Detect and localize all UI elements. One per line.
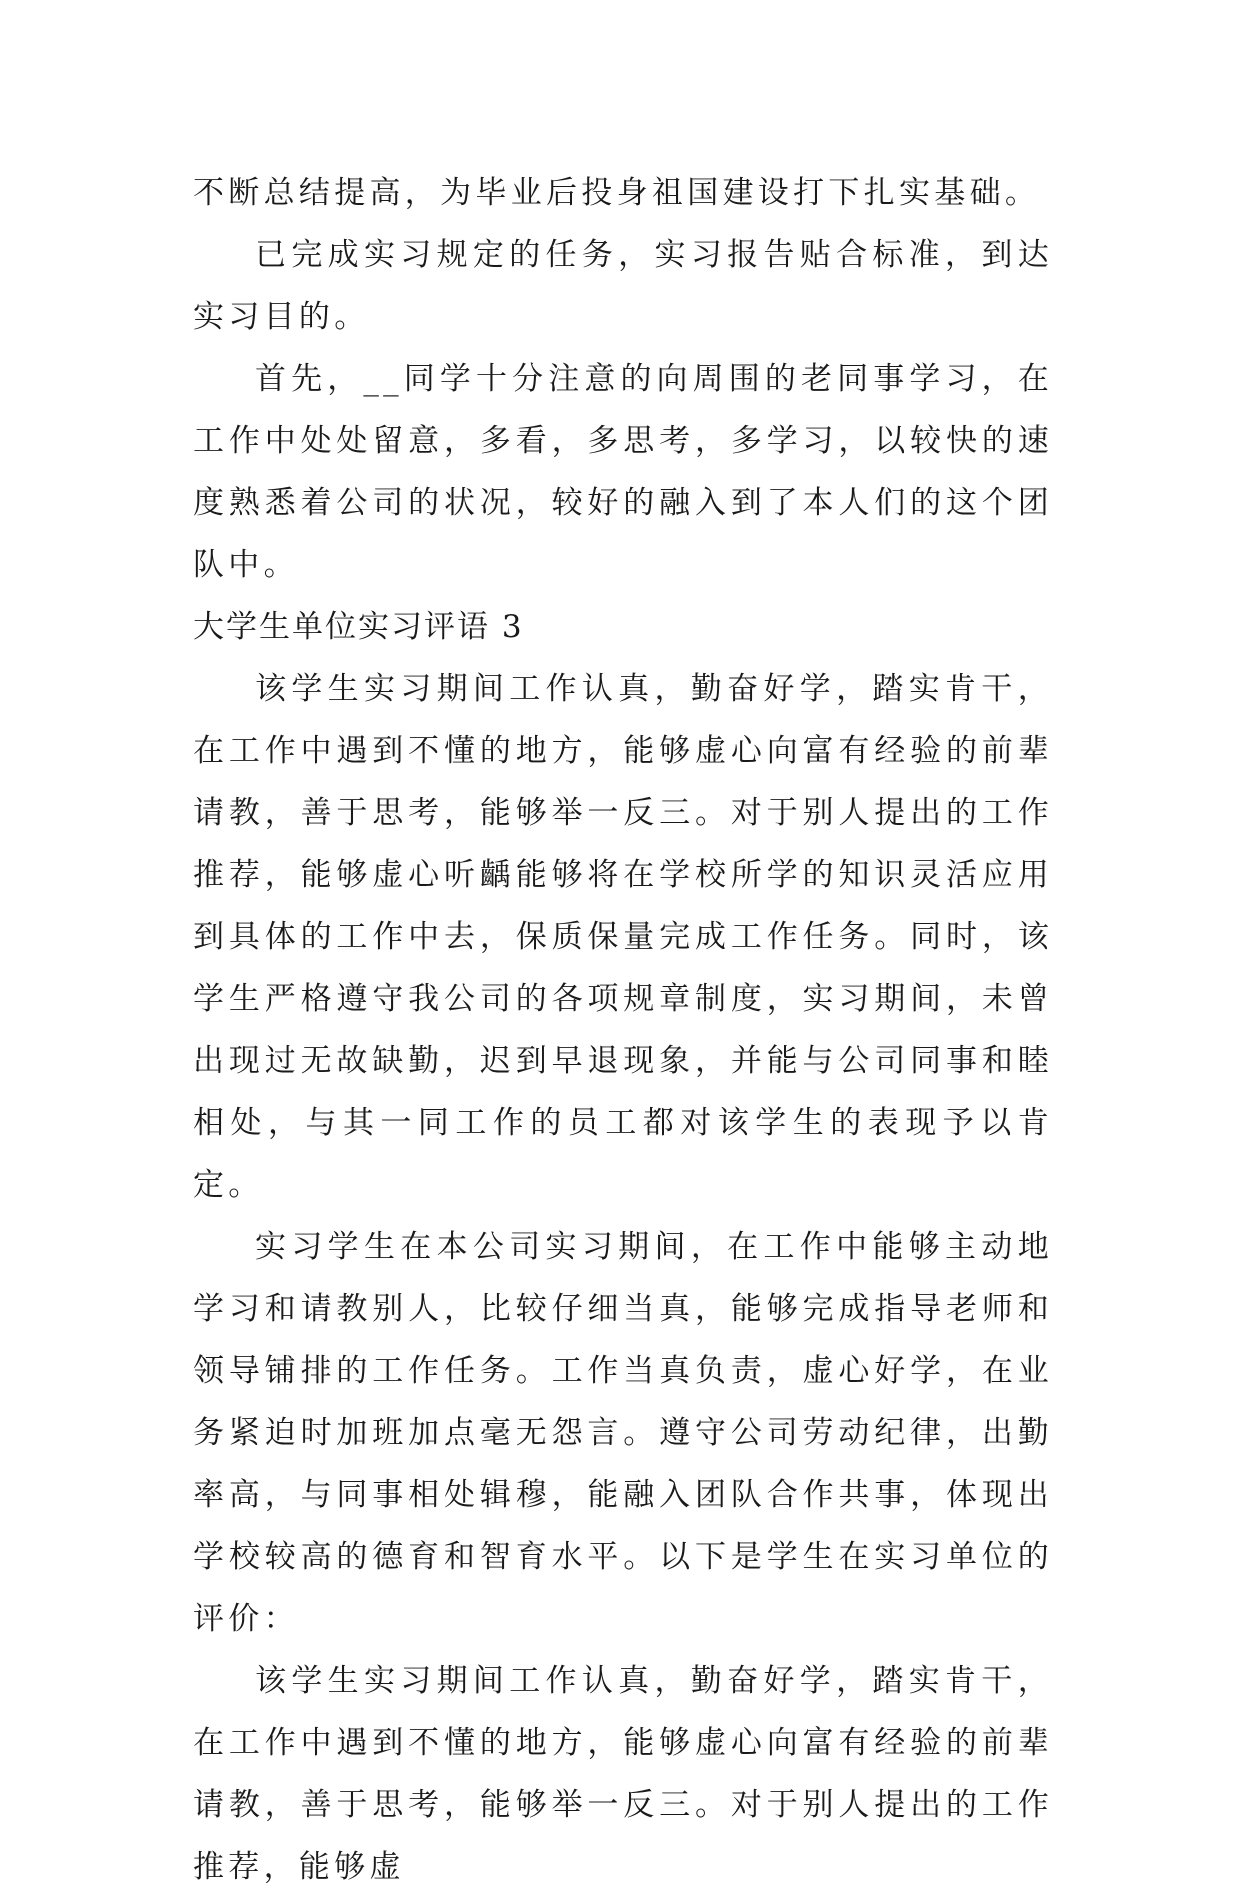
paragraph: 首先，__同学十分注意的向周围的老同事学习，在工作中处处留意，多看，多思考，多学习，以较快的速度熟悉着公司的状况，较好的融入到了本人们的这个团队中。 — [193, 361, 1053, 583]
paragraph: 实习学生在本公司实习期间，在工作中能够主动地学习和请教别人，比较仔细当真，能够完成指导老师和领导铺排的工作任务。工作当真负责，虚心好学，在业务紧迫时加班加点毫无怨言。遵守公司劳动纪律，出勤率高，与同事相处辑穆，能融入团队合作共事，体现出学校较高的德育和智育水平。以下是学生在实习单位的评价： — [193, 1229, 1053, 1637]
document-body — [193, 162, 1053, 1898]
paragraph-continuation: 不断总结提高，为毕业后投身祖国建设打下扎实基础。 — [193, 175, 1041, 211]
paragraph: 已完成实习规定的任务，实习报告贴合标准，到达实习目的。 — [193, 237, 1053, 335]
paragraph: 该学生实习期间工作认真，勤奋好学，踏实肯干，在工作中遇到不懂的地方，能够虚心向富有经验的前辈请教，善于思考，能够举一反三。对于别人提出的工作推荐，能够虚 — [193, 1663, 1053, 1885]
section-heading: 大学生单位实习评语 3 — [193, 609, 524, 645]
paragraph: 该学生实习期间工作认真，勤奋好学，踏实肯干，在工作中遇到不懂的地方，能够虚心向富有经验的前辈请教，善于思考，能够举一反三。对于别人提出的工作推荐，能够虚心听齲能够将在学校所学的知识灵活应用到具体的工作中去，保质保量完成工作任务。同时，该学生严格遵守我公司的各项规章制度，实习期间，未曾出现过无故缺勤，迟到早退现象，并能与公司同事和睦相处，与其一同工作的员工都对该学生的表现予以肯定。 — [193, 671, 1053, 1203]
